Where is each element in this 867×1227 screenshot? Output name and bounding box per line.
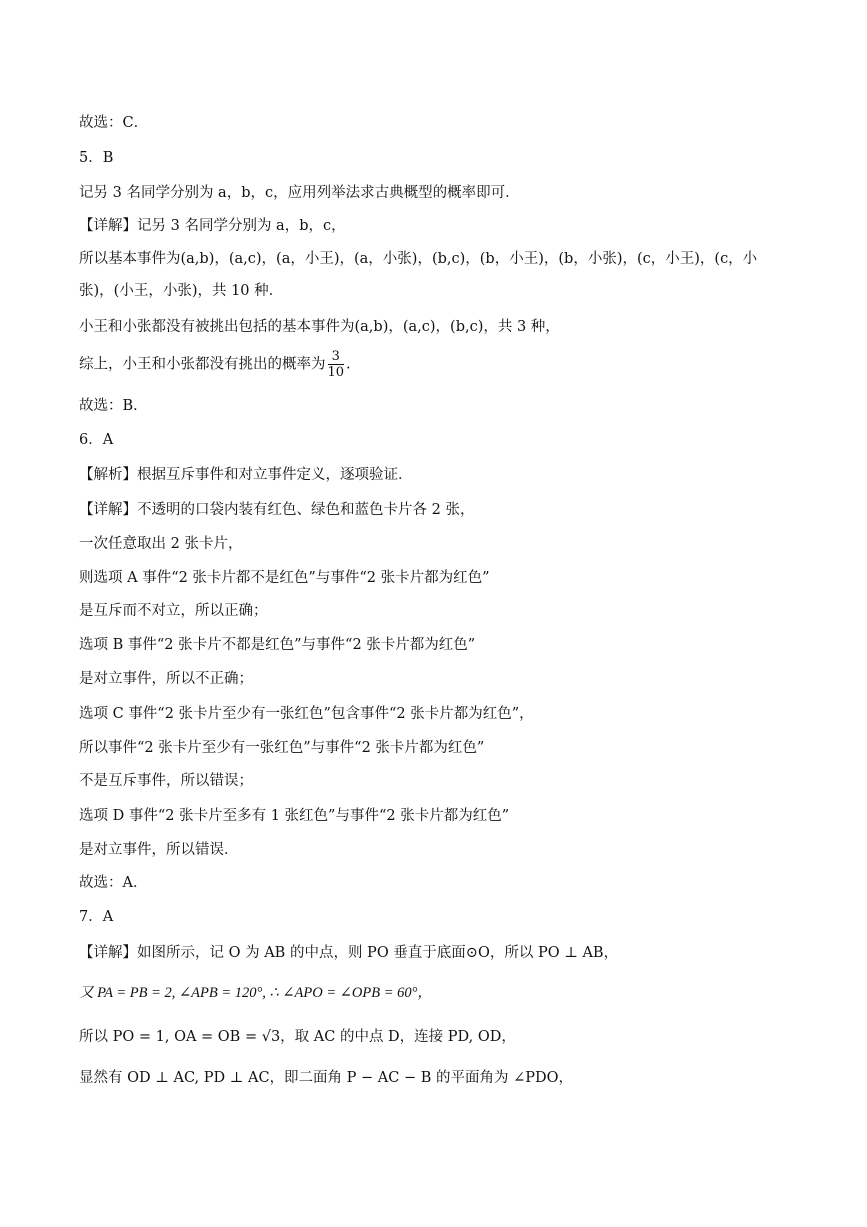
fraction-denominator: 10 [327, 365, 345, 380]
fraction [328, 349, 345, 380]
text-line: 选项 D 事件“2 张卡片至多有 1 张红色”与事件“2 张卡片都为红色” [79, 808, 510, 824]
question-number: 6．A [79, 432, 114, 448]
text-line: 【解析】根据互斥事件和对立事件定义，逐项验证． [79, 467, 413, 483]
text-line: 不是互斥事件，所以错误； [79, 773, 253, 789]
text-line: 【详解】如图所示，记 O 为 AB 的中点，则 PO 垂直于底面⊙O，所以 PO ⊥ AB， [79, 945, 619, 961]
fraction-numerator: 3 [328, 349, 345, 365]
fraction-suffix: . [346, 356, 351, 373]
text-line: 是互斥而不对立，所以正确； [79, 603, 268, 619]
text-line: 选项 C 事件“2 张卡片至少有一张红色”包含事件“2 张卡片都为红色”， [79, 706, 534, 722]
math-line: 又 PA = PB = 2, ∠APB = 120°, ∴ ∠APO = ∠OPB = 60°， [79, 985, 432, 1001]
text-line: 是对立事件，所以不正确； [79, 671, 253, 687]
question-number: 5．B [79, 150, 114, 166]
text-line: 张)，(小王，小张)，共 10 种． [79, 283, 284, 299]
math-line: 所以 PO = 1, OA = OB = √3，取 AC 的中点 D，连接 PD, OD， [79, 1029, 516, 1045]
text-line: 所以基本事件为(a,b)，(a,c)，(a，小王)，(a，小张)，(b,c)，(b，小王)，(b，小张)，(c，小王)，(c，小 [79, 251, 758, 267]
text-line: 小王和小张都没有被挑出包括的基本事件为(a,b)，(a,c)，(b,c)，共 3 种， [79, 319, 560, 335]
text-segment: 综上，小王和小张都没有挑出的概率为 [79, 356, 326, 373]
text-line: 是对立事件，所以错误． [79, 842, 239, 858]
question-number: 7．A [79, 909, 114, 925]
text-line: 一次任意取出 2 张卡片， [79, 536, 243, 552]
text-line: 【详解】记另 3 名同学分别为 a，b，c， [79, 218, 346, 234]
text-line: 所以事件“2 张卡片至少有一张红色”与事件“2 张卡片都为红色” [79, 740, 485, 756]
text-line: 记另 3 名同学分别为 a，b，c，应用列举法求古典概型的概率即可． [79, 185, 520, 201]
text-line: 则选项 A 事件“2 张卡片都不是红色”与事件“2 张卡片都为红色” [79, 570, 490, 586]
probability-line [79, 349, 351, 380]
text-line: 故选：B． [79, 398, 148, 414]
math-line: 显然有 OD ⊥ AC, PD ⊥ AC，即二面角 P − AC − B 的平面角为 ∠PDO， [79, 1070, 574, 1086]
text-line: 【详解】不透明的口袋内装有红色、绿色和蓝色卡片各 2 张， [79, 502, 475, 518]
text-line: 选项 B 事件“2 张卡片不都是红色”与事件“2 张卡片都为红色” [79, 637, 476, 653]
text-line: 故选：A． [79, 875, 148, 891]
text-line: 故选：C． [79, 115, 149, 131]
